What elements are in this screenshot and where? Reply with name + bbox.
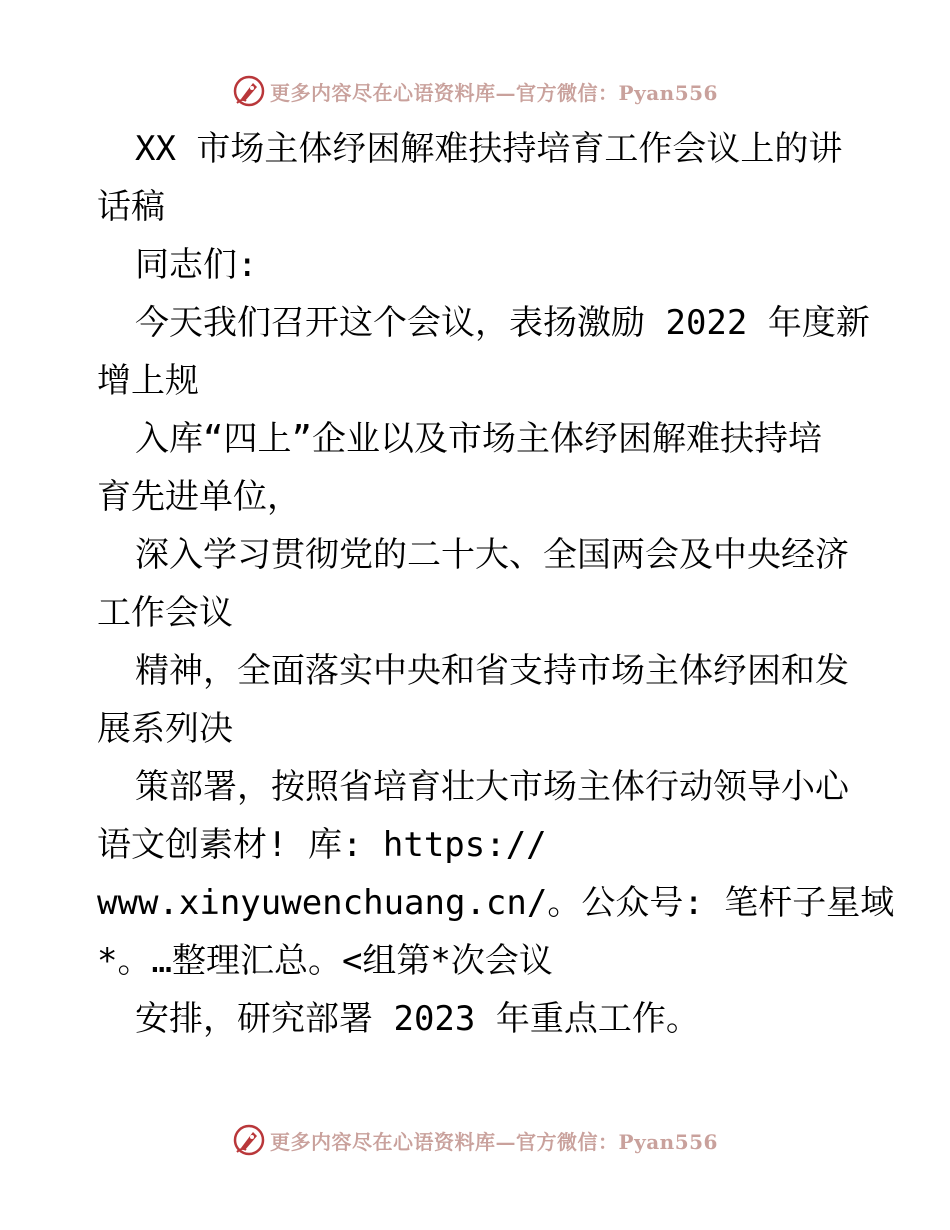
body-line: 安排，研究部署 2023 年重点工作。 — [135, 999, 700, 1039]
body-line: 展系列决 — [97, 709, 233, 749]
body-line: 增上规 — [97, 361, 199, 401]
body-line: *。…整理汇总。<组第*次会议 — [97, 941, 553, 981]
body-line: 今天我们召开这个会议，表扬激励 2022 年度新 — [135, 303, 870, 343]
body-line: 策部署，按照省培育壮大市场主体行动领导小心 — [135, 767, 849, 807]
footer-banner-text: 更多内容尽在心语资料库—官方微信：Pyan556 — [270, 1129, 718, 1154]
header-banner-text: 更多内容尽在心语资料库—官方微信：Pyan556 — [270, 80, 718, 105]
salutation-line: 同志们: — [135, 245, 258, 285]
body-line: 精神，全面落实中央和省支持市场主体纾困和发 — [135, 651, 849, 691]
body-line: 育先进单位， — [97, 477, 301, 517]
document-title-line-2: 话稿 — [97, 187, 165, 227]
document-title-line-1: XX 市场主体纾困解难扶持培育工作会议上的讲 — [135, 129, 843, 169]
pen-nib-logo-icon — [232, 1123, 266, 1157]
body-line: 工作会议 — [97, 593, 233, 633]
footer-watermark-banner — [0, 1120, 950, 1160]
body-line: www.xinyuwenchuang.cn/。公众号: 笔杆子星域 — [97, 883, 895, 923]
body-line: 深入学习贯彻党的二十大、全国两会及中央经济 — [135, 535, 849, 575]
body-line: 语文创素材! 库: https:// — [97, 825, 547, 865]
header-watermark-banner — [0, 71, 950, 111]
body-line: 入库“四上”企业以及市场主体纾困解难扶持培 — [135, 419, 822, 459]
document-body — [97, 120, 895, 1048]
pen-nib-logo-icon — [232, 74, 266, 108]
